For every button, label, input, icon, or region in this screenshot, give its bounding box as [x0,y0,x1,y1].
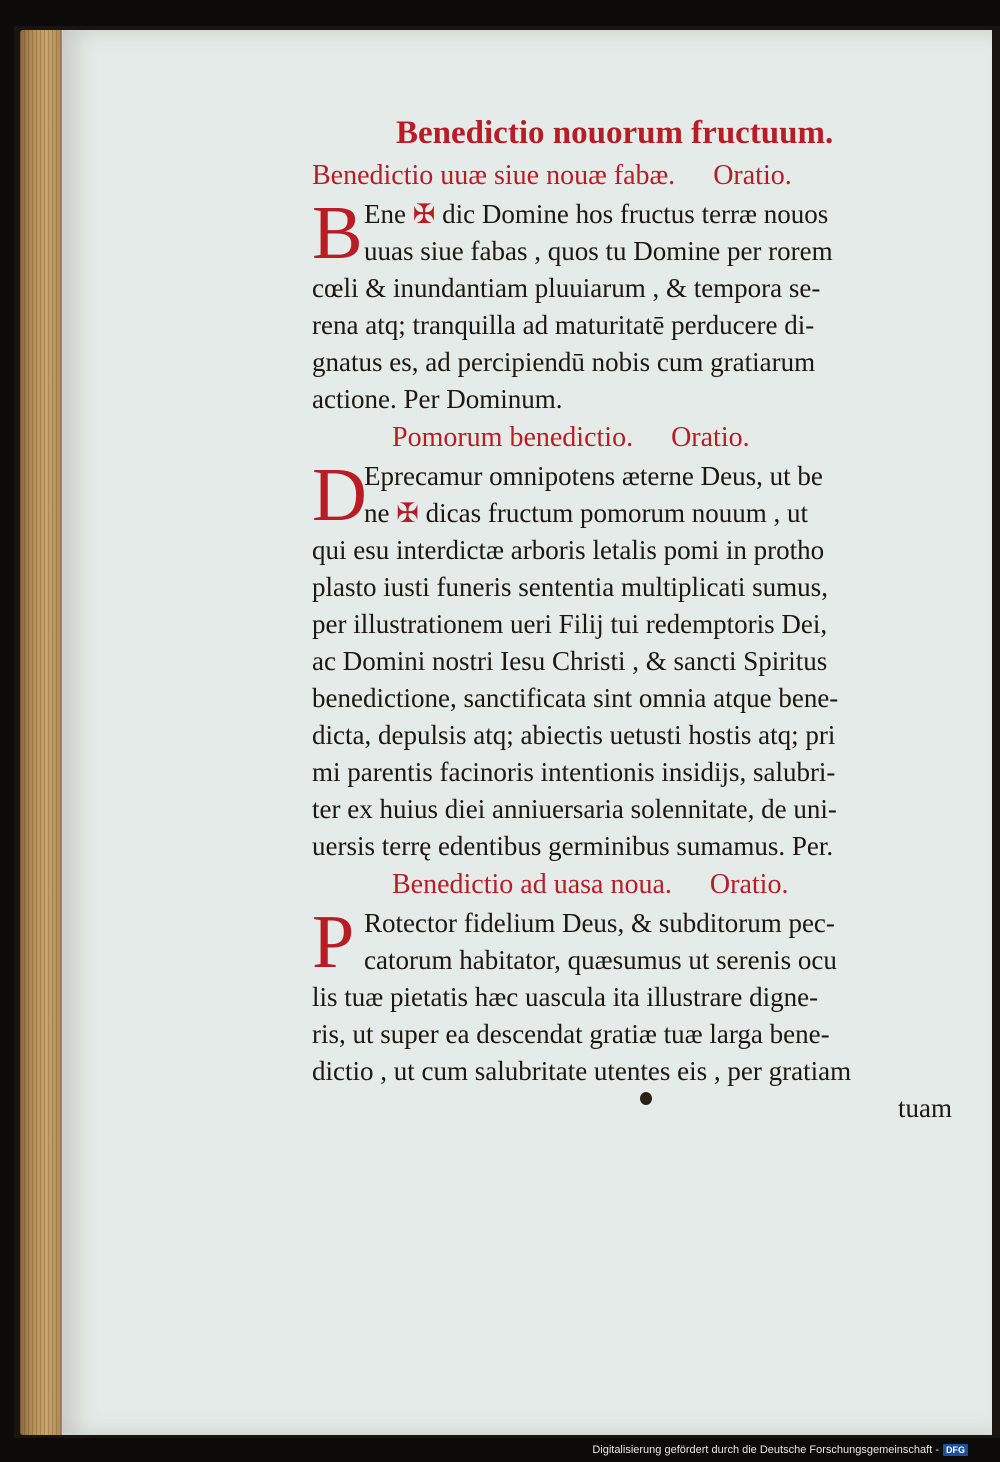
text-fragment: ne [364,498,390,528]
text-line: plasto iusti funeris sententia multiplicati sumus, [312,572,828,602]
text-line: rena atq; tranquilla ad maturitatē perducere di- [312,310,815,340]
footer-credit [592,1444,968,1456]
text-line: benedictione, sanctificata sint omnia atque bene- [312,683,839,713]
book-page [62,30,992,1435]
text-block [312,110,952,1127]
text-fragment: dic Domine hos fructus terræ nouos [442,199,829,229]
drop-capital: P [312,900,355,984]
text-line: gnatus es, ad percipiendū nobis cum gratiarum [312,347,816,377]
text-line: mi parentis facinoris intentionis insidijs, salubri- [312,757,836,787]
rubric-oratio: Oratio. [671,422,750,453]
paragraph [312,191,952,418]
paragraph [312,900,952,1090]
cross-symbol: ✠ [396,498,419,528]
rubric-heading [312,156,952,196]
rubric-title: Pomorum benedictio. [392,422,634,453]
rubric-oratio: Oratio. [713,160,792,191]
catchword: tuam [898,1093,952,1123]
text-line [312,196,952,233]
text-line: actione. Per Dominum. [312,384,563,414]
text-line: Eprecamur omnipotens æterne Deus, ut be [364,461,823,491]
text-line: dicta, depulsis atq; abiectis uetusti hostis atq; pri [312,720,836,750]
ink-dot [640,1092,652,1105]
rubric-oratio: Oratio. [709,869,789,900]
text-line: lis tuæ pietatis hæc uascula ita illustrare digne- [312,982,819,1012]
text-line: ac Domini nostri Iesu Christi , & sancti Spiritus [312,646,828,676]
footer-text: Digitalisierung gefördert durch die Deutsche Forschungsgemeinschaft - [592,1444,939,1456]
text-line: dictio , ut cum salubritate utentes eis , per gratiam [312,1056,852,1086]
text-line: per illustrationem ueri Filij tui redemptoris Dei, [312,609,828,639]
text-line: ter ex huius diei anniuersaria solennitate, de uni- [312,794,837,824]
text-fragment: dicas fructum pomorum nouum , ut [425,498,809,528]
text-line: uuas siue fabas , quos tu Domine per rorem [364,236,833,266]
drop-capital: B [312,191,363,275]
rubric-heading [312,418,952,458]
paragraph [312,453,952,865]
rubric-title: Benedictio uuæ siue nouæ fabæ. [312,160,676,191]
text-fragment: Ene [364,199,406,229]
text-line: qui esu interdictæ arboris letalis pomi in protho [312,535,825,565]
text-line: ris, ut super ea descendat gratiæ tuæ larga bene- [312,1019,830,1049]
text-line [312,495,952,532]
rubric-title: Benedictio ad uasa noua. [392,869,672,900]
text-line: catorum habitator, quæsumus ut serenis ocu [364,945,837,975]
text-line: uersis terrę edentibus germinibus sumamus. Per. [312,831,834,861]
page-edge [20,30,64,1435]
drop-capital: D [312,453,367,537]
dfg-logo: DFG [943,1444,968,1456]
text-line: cœli & inundantiam pluuiarum , & tempora se- [312,273,821,303]
text-line: Rotector fidelium Deus, & subditorum pec- [364,908,835,938]
main-title: Benedictio nouorum fructuum. [396,115,834,151]
rubric-heading [312,865,952,905]
cross-symbol: ✠ [412,199,436,229]
